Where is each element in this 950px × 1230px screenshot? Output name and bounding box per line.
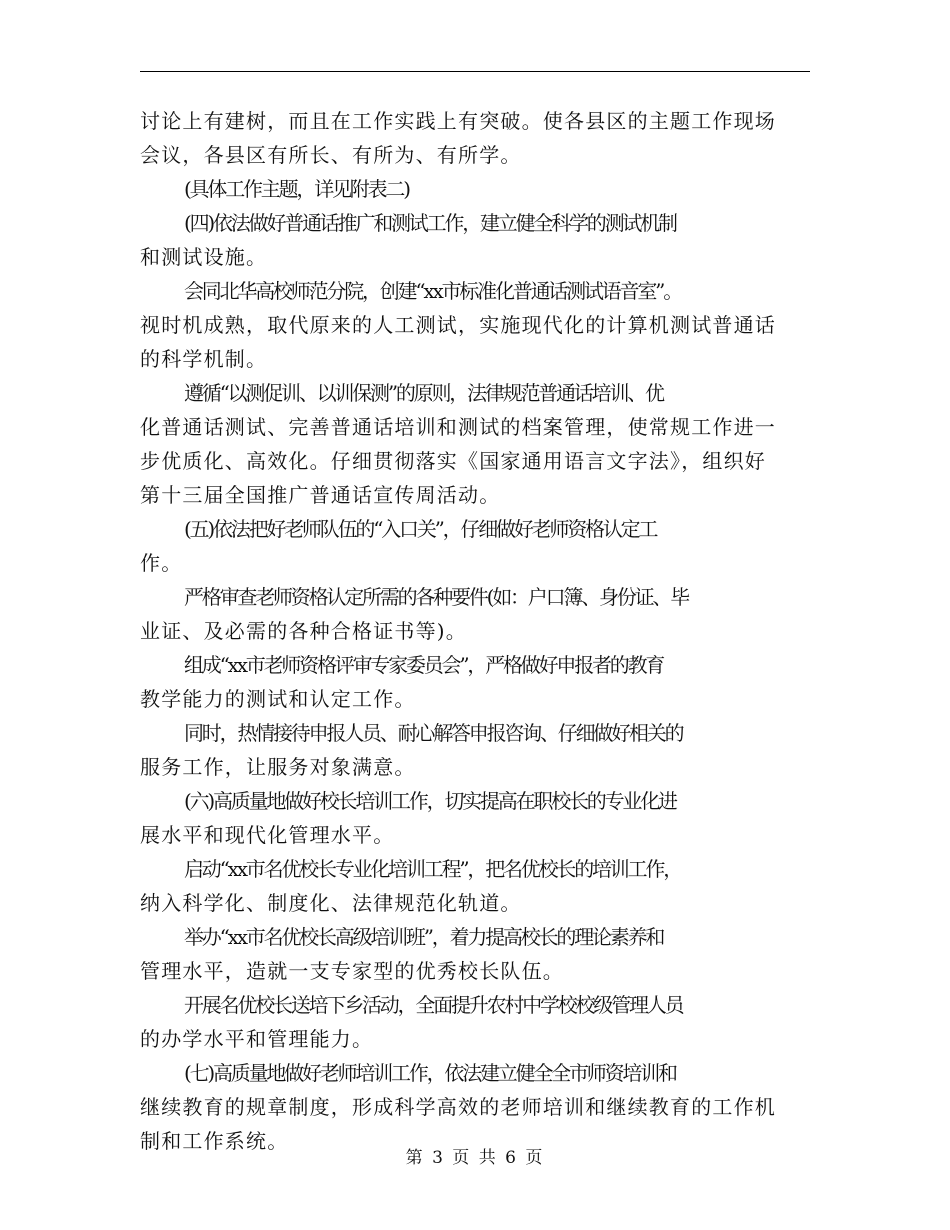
text-line: 制和工作系统。 bbox=[140, 1129, 289, 1153]
text-line: 业证、及必需的各种合格证书等)。 bbox=[140, 619, 468, 643]
text-line: (具体工作主题，详见附表二) bbox=[184, 177, 409, 201]
text-line: 会议，各县区有所长、有所为、有所学。 bbox=[140, 143, 522, 167]
header-rule bbox=[140, 71, 810, 72]
text-line: 会同北华高校师范分院，创建“xx市标准化普通话测试语音室”。 bbox=[184, 279, 682, 303]
page-number: 第 3 页 共 6 页 bbox=[405, 1148, 545, 1168]
text-line: 的办学水平和管理能力。 bbox=[140, 1027, 374, 1051]
text-line: (五)依法把好老师队伍的“入口关”，仔细做好老师资格认定工 bbox=[184, 517, 657, 541]
text-line: 遵循“以测促训、以训保测”的原则，法律规范普通话培训、优 bbox=[184, 381, 663, 405]
text-line: 和测试设施。 bbox=[140, 245, 268, 269]
text-line: 服务工作，让服务对象满意。 bbox=[140, 755, 416, 779]
text-line: 举办“xx市名优校长高级培训班”，着力提高校长的理论素养和 bbox=[184, 925, 664, 949]
text-line: 展水平和现代化管理水平。 bbox=[140, 823, 395, 847]
text-line: 继续教育的规章制度，形成科学高效的老师培训和继续教育的工作机 bbox=[140, 1095, 776, 1119]
document-body bbox=[140, 104, 812, 1158]
text-line: 组成“xx市老师资格评审专家委员会”，严格做好申报者的教育 bbox=[184, 653, 664, 677]
text-line: 化普通话测试、完善普通话培训和测试的档案管理，使常规工作进一 bbox=[140, 415, 776, 439]
text-line: 纳入科学化、制度化、法律规范化轨道。 bbox=[140, 891, 522, 915]
text-line: 管理水平，造就一支专家型的优秀校长队伍。 bbox=[140, 959, 564, 983]
text-line: 启动“xx市名优校长专业化培训工程”，把名优校长的培训工作， bbox=[184, 857, 682, 881]
text-line: 同时，热情接待申报人员、耐心解答申报咨询、仔细做好相关的 bbox=[184, 721, 683, 745]
text-line: 视时机成熟，取代原来的人工测试，实施现代化的计算机测试普通话 bbox=[140, 313, 776, 337]
text-line: 的科学机制。 bbox=[140, 347, 268, 371]
text-line: 严格审查老师资格认定所需的各种要件(如：户口簿、身份证、毕 bbox=[184, 585, 689, 609]
text-line: 作。 bbox=[140, 551, 183, 575]
text-line: 步优质化、高效化。仔细贯彻落实《国家通用语言文字法》，组织好 bbox=[140, 449, 766, 473]
text-line: 讨论上有建树，而且在工作实践上有突破。使各县区的主题工作现场 bbox=[140, 109, 776, 133]
text-line: (七)高质量地做好老师培训工作，依法建立健全全市师资培训和 bbox=[184, 1061, 676, 1085]
text-line: 教学能力的测试和认定工作。 bbox=[140, 687, 416, 711]
text-line: (六)高质量地做好校长培训工作，切实提高在职校长的专业化进 bbox=[184, 789, 676, 813]
text-line: 第十三届全国推广普通话宣传周活动。 bbox=[140, 483, 501, 507]
text-line: (四)依法做好普通话推广和测试工作，建立健全科学的测试机制 bbox=[184, 211, 676, 235]
text-line: 开展名优校长送培下乡活动，全面提升农村中学校校级管理人员 bbox=[184, 993, 683, 1017]
